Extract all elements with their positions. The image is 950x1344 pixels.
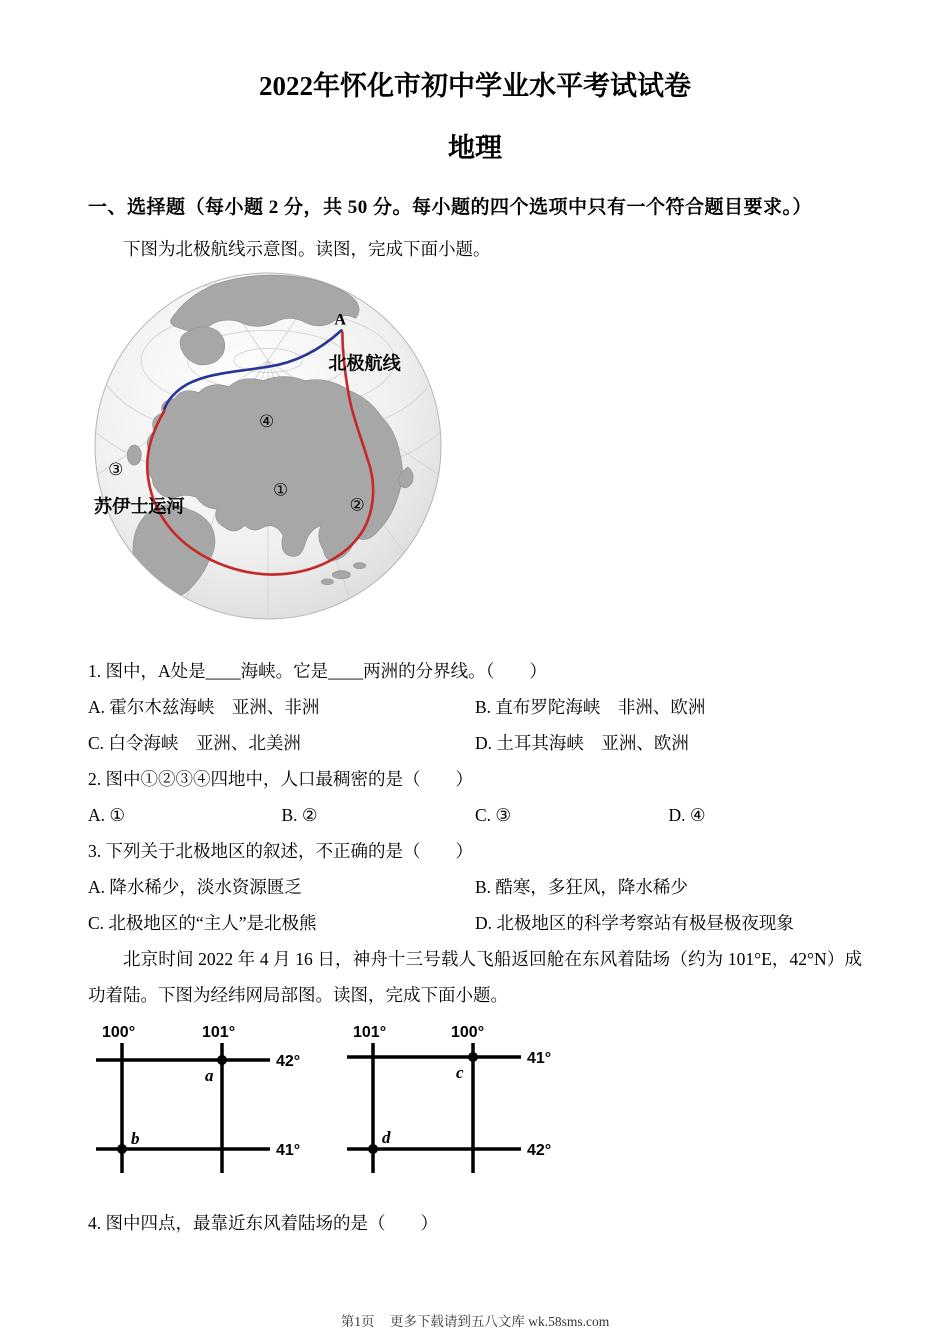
grid-figure-right [343, 1023, 558, 1175]
grid-right-lon-left-label: 101° [353, 1024, 387, 1041]
shenzhou-paragraph: 北京时间 2022 年 4 月 16 日，神舟十三号载人飞船返回舱在东风着陆场（约为 101°E，42°N）成功着陆。下图为经纬网局部图。读图，完成下面小题。 [88, 949, 862, 1005]
map-intro: 下图为北极航线示意图。读图，完成下面小题。 [123, 239, 491, 259]
question-2-option-a: A. ① [88, 805, 126, 825]
point-a-label: A [334, 311, 346, 329]
question-3 [88, 833, 862, 941]
question-1-stem: 1. 图中，A处是____海峡。它是____两洲的分界线。（ ） [88, 661, 547, 681]
question-1-option-c: C. 白令海峡 亚洲、北美洲 [88, 733, 301, 753]
land-north-america [170, 275, 359, 331]
question-2-option-d: D. ④ [668, 805, 706, 825]
land-british-isles [127, 445, 141, 465]
page-number: 第1页 [340, 1314, 375, 1329]
question-1-option-b: B. 直布罗陀海峡 非洲、欧洲 [475, 697, 706, 717]
question-2-option-c: C. ③ [475, 805, 512, 825]
grid-left-lon-left-label: 100° [102, 1024, 136, 1041]
marker-4: ④ [258, 411, 275, 431]
question-2 [88, 761, 862, 833]
suez-canal-label: 苏伊士运河 [94, 496, 185, 517]
section-heading: 一、选择题（每小题 2 分，共 50 分。每小题的四个选项中只有一个符合题目要求。） [88, 197, 813, 218]
question-1-option-d: D. 土耳其海峡 亚洲、欧洲 [475, 733, 689, 753]
question-4 [88, 1205, 862, 1241]
arctic-route-label: 北极航线 [328, 353, 401, 374]
grid-left-lon-right-label: 101° [202, 1024, 236, 1041]
marker-2: ② [349, 495, 365, 515]
question-4-stem: 4. 图中四点，最靠近东风着陆场的是（ ） [88, 1213, 438, 1233]
marker-1: ① [273, 480, 289, 500]
arctic-route-map-figure [90, 268, 446, 629]
grid-right-point-d-dot [368, 1144, 378, 1154]
question-3-option-b: B. 酷寒，多狂风，降水稀少 [475, 877, 688, 897]
grid-left-point-a-dot [217, 1055, 227, 1065]
grid-right-lat-top-label: 41° [527, 1050, 552, 1067]
grid-right-point-c-dot [468, 1052, 478, 1062]
exam-subject: 地理 [448, 133, 502, 163]
question-1-option-a: A. 霍尔木兹海峡 亚洲、非洲 [88, 697, 320, 717]
grid-right-point-d-label: d [382, 1128, 391, 1147]
grid-figure-left [92, 1023, 307, 1175]
land-islands-3 [321, 579, 333, 585]
question-2-stem: 2. 图中①②③④四地中，人口最稠密的是（ ） [88, 769, 473, 789]
question-1 [88, 653, 862, 761]
page-footer [0, 1310, 950, 1330]
question-3-option-d: D. 北极地区的科学考察站有极昼极夜现象 [475, 913, 794, 933]
question-3-option-c: C. 北极地区的“主人”是北极熊 [88, 913, 317, 933]
grid-left-lat-bottom-label: 41° [276, 1142, 301, 1159]
question-2-option-b: B. ② [281, 805, 318, 825]
question-3-options [88, 869, 862, 941]
globe-svg [90, 268, 446, 624]
land-islands-2 [353, 563, 365, 569]
grid-left-lat-top-label: 42° [276, 1053, 301, 1070]
marker-3: ③ [108, 460, 124, 480]
question-3-stem: 3. 下列关于北极地区的叙述，不正确的是（ ） [88, 841, 473, 861]
grid-left-point-b-label: b [131, 1129, 140, 1148]
footer-note: 更多下载请到五八文库 wk.58sms.com [389, 1314, 610, 1329]
exam-title: 2022年怀化市初中学业水平考试试卷 [259, 71, 691, 101]
grid-left-point-b-dot [117, 1144, 127, 1154]
grid-right-lat-bottom-label: 42° [527, 1142, 552, 1159]
question-3-option-a: A. 降水稀少，淡水资源匮乏 [88, 877, 302, 897]
latlon-grid-figures [92, 1023, 862, 1175]
grid-right-point-c-label: c [456, 1063, 464, 1082]
grid-right-lon-right-label: 100° [451, 1024, 485, 1041]
question-2-options [88, 797, 862, 833]
grid-left-point-a-label: a [205, 1066, 214, 1085]
question-1-options [88, 689, 862, 761]
land-islands-1 [332, 571, 350, 579]
